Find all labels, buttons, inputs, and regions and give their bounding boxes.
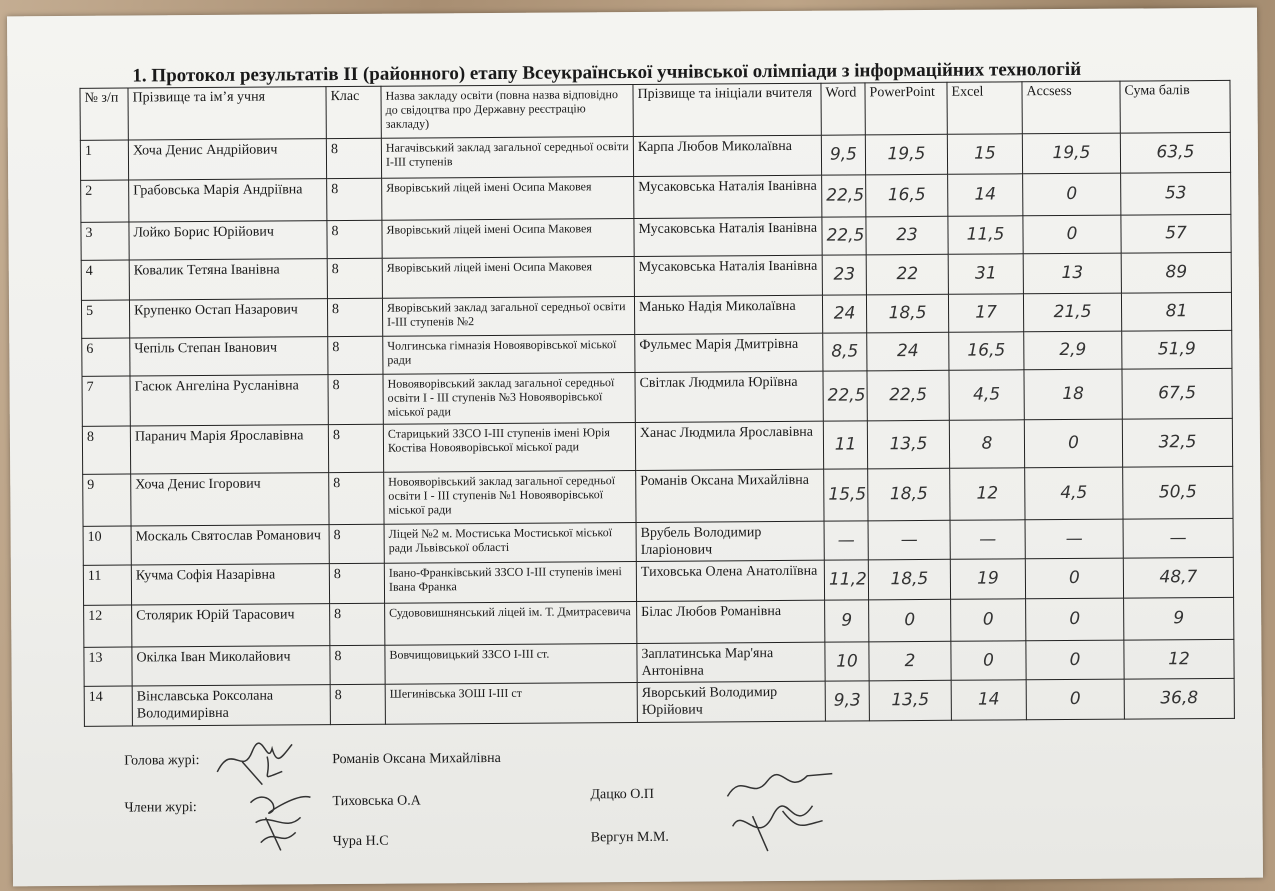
- score-total: 32,5: [1122, 418, 1232, 467]
- teacher-name: Світлак Людмила Юріївна: [635, 371, 823, 422]
- score-access: 21,5: [1023, 293, 1121, 332]
- school-name: Новояворівський заклад загальної середньої освіти І - ІІІ ступенів №3 Новояворівської міської ради: [383, 372, 635, 424]
- table-row: [84, 678, 1234, 726]
- score-powerpoint: 22: [866, 254, 948, 295]
- score-access: 18: [1024, 369, 1122, 420]
- jury-head-label: Голова журі:: [124, 753, 200, 769]
- header-teacher: Прізвище та ініціали вчителя: [633, 83, 821, 136]
- score-word: 9,3: [825, 681, 869, 721]
- score-excel: —: [950, 520, 1025, 560]
- teacher-name: Ханас Людмила Ярославівна: [635, 421, 823, 470]
- score-excel: 4,5: [949, 370, 1024, 421]
- score-excel: 19: [950, 559, 1025, 600]
- score-access: 0: [1024, 419, 1122, 468]
- jury-member-1: Тиховська О.А: [332, 793, 421, 810]
- class-cell: 8: [330, 684, 385, 724]
- score-total: 51,9: [1122, 330, 1232, 369]
- score-word: 10: [825, 642, 869, 681]
- header-powerpoint: PowerPoint: [865, 82, 947, 135]
- class-cell: 8: [327, 178, 382, 220]
- table-row: [82, 418, 1232, 474]
- score-excel: 31: [948, 254, 1023, 295]
- score-powerpoint: 2: [869, 641, 951, 681]
- student-name: Москаль Святослав Романович: [131, 525, 329, 565]
- score-word: 9: [825, 600, 869, 642]
- school-name: Шегинівська ЗОШ І-ІІІ ст: [385, 682, 637, 724]
- score-excel: 8: [949, 420, 1024, 469]
- class-cell: 8: [329, 563, 384, 603]
- jury-member-2: Дацко О.П: [590, 786, 655, 803]
- school-name: Нагачівський заклад загальної середньої освіти І-ІІІ ступенів: [381, 137, 633, 179]
- page-title: 1. Протокол результатів ІІ (районного) етапу Всеукраїнської учнівської олімпіади з інформаційних технологій: [132, 58, 1082, 87]
- school-name: Старицький ЗЗСО І-ІІІ ступенів імені Юрія Костіва Новояворівської міської ради: [383, 422, 635, 472]
- student-name: Крупенко Остап Назарович: [129, 299, 327, 338]
- teacher-name: Яворський Володимир Юрійович: [637, 681, 825, 722]
- score-access: 0: [1026, 640, 1124, 680]
- score-access: 0: [1026, 679, 1124, 720]
- score-access: 0: [1023, 173, 1121, 216]
- score-excel: 17: [948, 294, 1023, 333]
- score-powerpoint: 16,5: [866, 174, 948, 217]
- score-powerpoint: 13,5: [869, 680, 951, 721]
- class-cell: 8: [328, 374, 383, 424]
- score-word: 22,5: [823, 371, 867, 421]
- school-name: Яворівський ліцей імені Осипа Маковея: [382, 257, 634, 299]
- jury-members-label: Члени журі:: [124, 800, 197, 816]
- row-number: 9: [83, 474, 131, 526]
- score-total: 63,5: [1120, 132, 1230, 173]
- jury-head-name: Романів Оксана Михайлівна: [332, 750, 501, 768]
- school-name: Чолгинська гімназія Новояворівської міської ради: [383, 334, 635, 374]
- results-table: [79, 80, 1234, 727]
- signature-member-1: [240, 782, 325, 853]
- student-name: Кучма Софія Назарівна: [131, 564, 329, 605]
- teacher-name: Мусаковська Наталія Іванівна: [634, 255, 822, 296]
- score-total: 81: [1121, 292, 1231, 331]
- signature-member-2: [712, 766, 843, 857]
- row-number: 3: [81, 222, 129, 260]
- row-number: 14: [84, 686, 132, 726]
- score-excel: 14: [951, 680, 1026, 721]
- student-name: Лойко Борис Юрійович: [129, 221, 327, 260]
- score-word: 22,5: [822, 217, 866, 255]
- teacher-name: Мусаковська Наталія Іванівна: [634, 217, 822, 256]
- score-word: 8,5: [823, 333, 867, 371]
- jury-member-4: Вергун М.М.: [590, 829, 669, 846]
- table-row: [83, 466, 1233, 526]
- header-number: № з/п: [80, 88, 128, 140]
- class-cell: 8: [326, 138, 381, 178]
- teacher-name: Карпа Любов Миколаївна: [633, 135, 821, 176]
- header-school: Назва закладу освіти (повна назва відповідно до свідоцтва про Державну реєстрацію закладу): [381, 85, 633, 139]
- header-access: Accsess: [1022, 81, 1120, 134]
- header-excel: Excel: [947, 82, 1022, 135]
- class-cell: 8: [329, 524, 384, 563]
- row-number: 4: [81, 260, 129, 300]
- row-number: 6: [82, 338, 130, 376]
- score-word: —: [824, 521, 868, 560]
- score-word: 24: [822, 295, 866, 333]
- score-word: 9,5: [821, 135, 865, 175]
- score-total: 12: [1124, 639, 1234, 679]
- score-excel: 15: [947, 134, 1022, 175]
- header-class: Клас: [326, 86, 381, 138]
- table-row: [82, 368, 1232, 426]
- student-name: Окілка Іван Миколайович: [132, 646, 330, 686]
- score-access: 0: [1023, 215, 1121, 254]
- score-powerpoint: 19,5: [865, 134, 947, 175]
- score-word: 23: [822, 255, 866, 295]
- score-total: 36,8: [1124, 678, 1234, 719]
- score-access: 13: [1023, 253, 1121, 294]
- teacher-name: Заплатинська Мар'яна Антонівна: [637, 642, 825, 682]
- score-word: 11: [823, 421, 867, 469]
- score-total: 53: [1121, 172, 1231, 215]
- class-cell: 8: [327, 220, 382, 258]
- header-word: Word: [821, 83, 865, 135]
- score-access: 0: [1025, 558, 1123, 599]
- student-name: Ковалик Тетяна Іванівна: [129, 259, 327, 300]
- score-access: 19,5: [1022, 133, 1120, 174]
- row-number: 1: [80, 140, 128, 180]
- header-student: Прізвище та ім’я учня: [128, 87, 326, 140]
- score-word: 15,5: [824, 469, 868, 521]
- row-number: 8: [82, 426, 130, 474]
- table-header-row: [80, 80, 1230, 140]
- row-number: 10: [83, 526, 131, 565]
- student-name: Чепіль Степан Іванович: [130, 337, 328, 376]
- class-cell: 8: [330, 645, 385, 684]
- teacher-name: Мусаковська Наталія Іванівна: [634, 175, 822, 218]
- school-name: Яворівський ліцей імені Осипа Маковея: [382, 177, 634, 221]
- score-powerpoint: 18,5: [866, 294, 948, 333]
- score-access: 4,5: [1025, 467, 1123, 520]
- score-access: 2,9: [1024, 331, 1122, 370]
- row-number: 2: [81, 180, 129, 222]
- score-powerpoint: 23: [866, 216, 948, 255]
- school-name: Новояворівський заклад загальної середньої освіти І - ІІІ ступенів №1 Новояворівської міської ради: [384, 470, 636, 524]
- signature-head: [212, 736, 307, 787]
- school-name: Івано-Франківський ЗЗСО І-ІІІ ступенів імені Івана Франка: [384, 561, 636, 603]
- class-cell: 8: [329, 472, 384, 524]
- score-total: 9: [1124, 597, 1234, 640]
- class-cell: 8: [330, 603, 385, 645]
- score-total: 89: [1121, 252, 1231, 293]
- score-powerpoint: 0: [869, 599, 951, 642]
- score-powerpoint: 13,5: [867, 420, 949, 469]
- score-total: 67,5: [1122, 368, 1232, 419]
- student-name: Паранич Марія Ярославівна: [130, 425, 328, 474]
- teacher-name: Врубель Володимир Іларіонович: [636, 521, 824, 561]
- score-access: 0: [1026, 598, 1124, 641]
- score-total: 48,7: [1123, 557, 1233, 598]
- row-number: 12: [84, 605, 132, 647]
- student-name: Столярик Юрій Тарасович: [132, 604, 330, 647]
- row-number: 11: [83, 565, 131, 605]
- teacher-name: Тиховська Олена Анатоліївна: [636, 560, 824, 601]
- score-access: —: [1025, 519, 1123, 559]
- score-excel: 16,5: [949, 332, 1024, 371]
- score-powerpoint: 18,5: [868, 468, 950, 521]
- score-excel: 0: [951, 599, 1026, 642]
- school-name: Судововишнянський ліцей ім. Т. Дмитрасевича: [385, 601, 637, 645]
- score-total: 50,5: [1123, 466, 1233, 519]
- score-total: —: [1123, 518, 1233, 558]
- student-name: Вінславська Роксолана Володимирівна: [132, 685, 330, 726]
- protocol-sheet: [7, 8, 1263, 887]
- class-cell: 8: [327, 258, 382, 298]
- row-number: 5: [81, 300, 129, 338]
- teacher-name: Манько Надія Миколаївна: [634, 295, 822, 334]
- score-excel: 14: [948, 174, 1023, 217]
- class-cell: 8: [328, 336, 383, 374]
- score-powerpoint: —: [868, 520, 950, 560]
- school-name: Вовчищовицький ЗЗСО І-ІІІ ст.: [385, 643, 637, 684]
- school-name: Ліцей №2 м. Мостиська Мостиської міської ради Львівської області: [384, 522, 636, 563]
- score-powerpoint: 22,5: [867, 370, 949, 421]
- school-name: Яворівський ліцей імені Осипа Маковея: [382, 219, 634, 259]
- school-name: Яворівський заклад загальної середньої освіти І-ІІІ ступенів №2: [382, 297, 634, 337]
- class-cell: 8: [327, 298, 382, 336]
- score-word: 11,2: [824, 560, 868, 600]
- score-powerpoint: 18,5: [868, 559, 950, 600]
- teacher-name: Фульмес Марія Дмитрівна: [635, 333, 823, 372]
- score-excel: 12: [950, 468, 1025, 521]
- jury-member-3: Чура Н.С: [332, 833, 389, 850]
- student-name: Грабовська Марія Андріївна: [129, 179, 327, 222]
- student-name: Хоча Денис Андрійович: [128, 139, 326, 180]
- header-total: Сума балів: [1120, 80, 1230, 133]
- teacher-name: Романів Оксана Михайлівна: [636, 469, 824, 522]
- score-word: 22,5: [822, 175, 866, 217]
- student-name: Хоча Денис Ігорович: [131, 473, 329, 526]
- score-total: 57: [1121, 214, 1231, 253]
- row-number: 13: [84, 647, 132, 686]
- student-name: Гасюк Ангеліна Русланівна: [130, 375, 328, 426]
- score-excel: 11,5: [948, 216, 1023, 255]
- score-powerpoint: 24: [867, 332, 949, 371]
- row-number: 7: [82, 376, 130, 426]
- class-cell: 8: [328, 424, 383, 472]
- teacher-name: Білас Любов Романівна: [637, 600, 825, 643]
- score-excel: 0: [951, 641, 1026, 681]
